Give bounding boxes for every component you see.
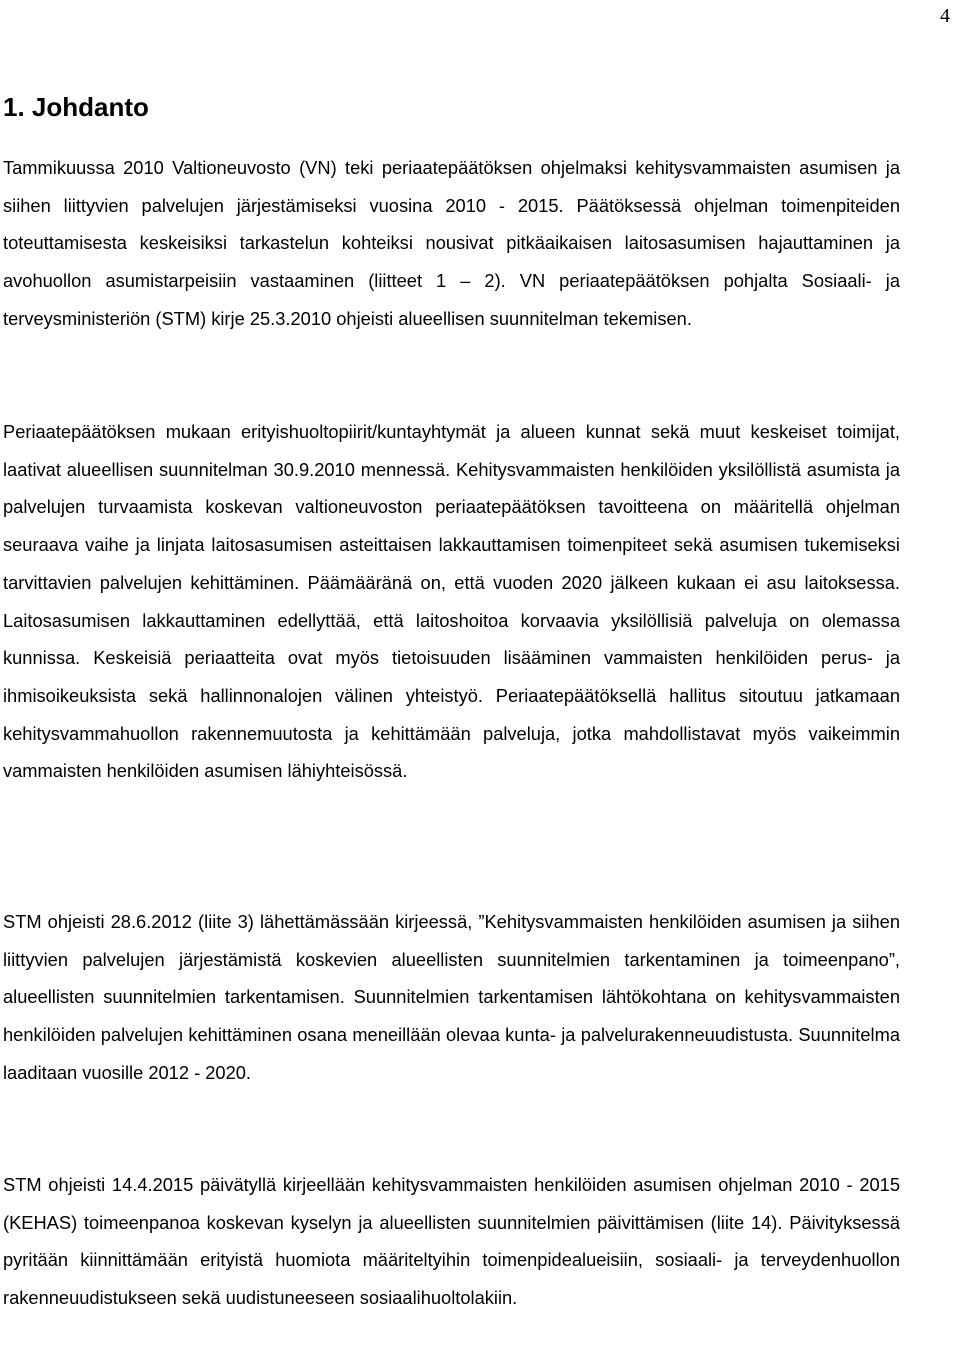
- paragraph-stm-2012: STM ohjeisti 28.6.2012 (liite 3) lähettämässään kirjeessä, ”Kehitysvammaisten henkilöiden asumisen ja siihen liittyvien palvelujen järjestämistä koskevien alueellisten suunnitelmien tarkentaminen ja toimeenpano”, alueellisten suunnitelmien tarkentamisen. Suunnitelmien tarkentamisen lähtökohtana on kehitysvammaisten henkilöiden palvelujen kehittäminen osana meneillään olevaa kunta- ja palvelurakenneuudistusta. Suunnitelma laaditaan vuosille 2012 - 2020.: [3, 911, 900, 1083]
- paragraph-principle-decision: Periaatepäätöksen mukaan erityishuoltopiirit/kuntayhtymät ja alueen kunnat sekä muut keskeiset toimijat, laativat alueellisen suunnitelman 30.9.2010 mennessä. Kehitysvammaisten henkilöiden yksilöllistä asumista ja palvelujen turvaamista koskevan valtioneuvoston periaatepäätöksen tavoitteena on määritellä ohjelman seuraava vaihe ja linjata laitosasumisen asteittaisen lakkauttamisen toimenpiteet sekä asumisen tukemiseksi tarvittavien palvelujen kehittäminen. Päämääränä on, että vuoden 2020 jälkeen kukaan ei asu laitoksessa. Laitosasumisen lakkauttaminen edellyttää, että laitoshoitoa korvaavia yksilöllisiä palveluja on olemassa kunnissa. Keskeisiä periaatteita ovat myös tietoisuuden lisääminen vammaisten henkilöiden perus- ja ihmisoikeuksista sekä hallinnonalojen välinen yhteistyö. Periaatepäätöksellä hallitus sitoutuu jatkamaan kehitysvammahuollon rakennemuutosta ja kehittämään palveluja, jotka mahdollistavat myös vaikeimmin vammaisten henkilöiden asumisen lähiyhteisössä.: [3, 421, 900, 782]
- section-heading: 1. Johdanto: [3, 92, 149, 122]
- paragraph-intro: Tammikuussa 2010 Valtioneuvosto (VN) teki periaatepäätöksen ohjelmaksi kehitysvammaisten asumisen ja siihen liittyvien palvelujen järjestämiseksi vuosina 2010 - 2015. Päätöksessä ohjelman toimenpiteiden toteuttamisesta keskeisiksi tarkastelun kohteiksi nousivat pitkäaikaisen laitosasumisen hajauttaminen ja avohuollon asumistarpeisiin vastaaminen (liitteet 1 – 2). VN periaatepäätöksen pohjalta Sosiaali- ja terveysministeriön (STM) kirje 25.3.2010 ohjeisti alueellisen suunnitelman tekemisen.: [3, 157, 900, 329]
- paragraph-stm-2015: STM ohjeisti 14.4.2015 päivätyllä kirjeellään kehitysvammaisten henkilöiden asumisen ohjelman 2010 - 2015 (KEHAS) toimeenpanoa koskevan kyselyn ja alueellisten suunnitelmien päivittämisen (liite 14). Päivityksessä pyritään kiinnittämään erityistä huomiota määriteltyihin toimenpidealueisiin, sosiaali- ja terveydenhuollon rakenneuudistukseen sekä uudistuneeseen sosiaalihuoltolakiin.: [3, 1174, 900, 1309]
- page-number: 4: [940, 5, 950, 27]
